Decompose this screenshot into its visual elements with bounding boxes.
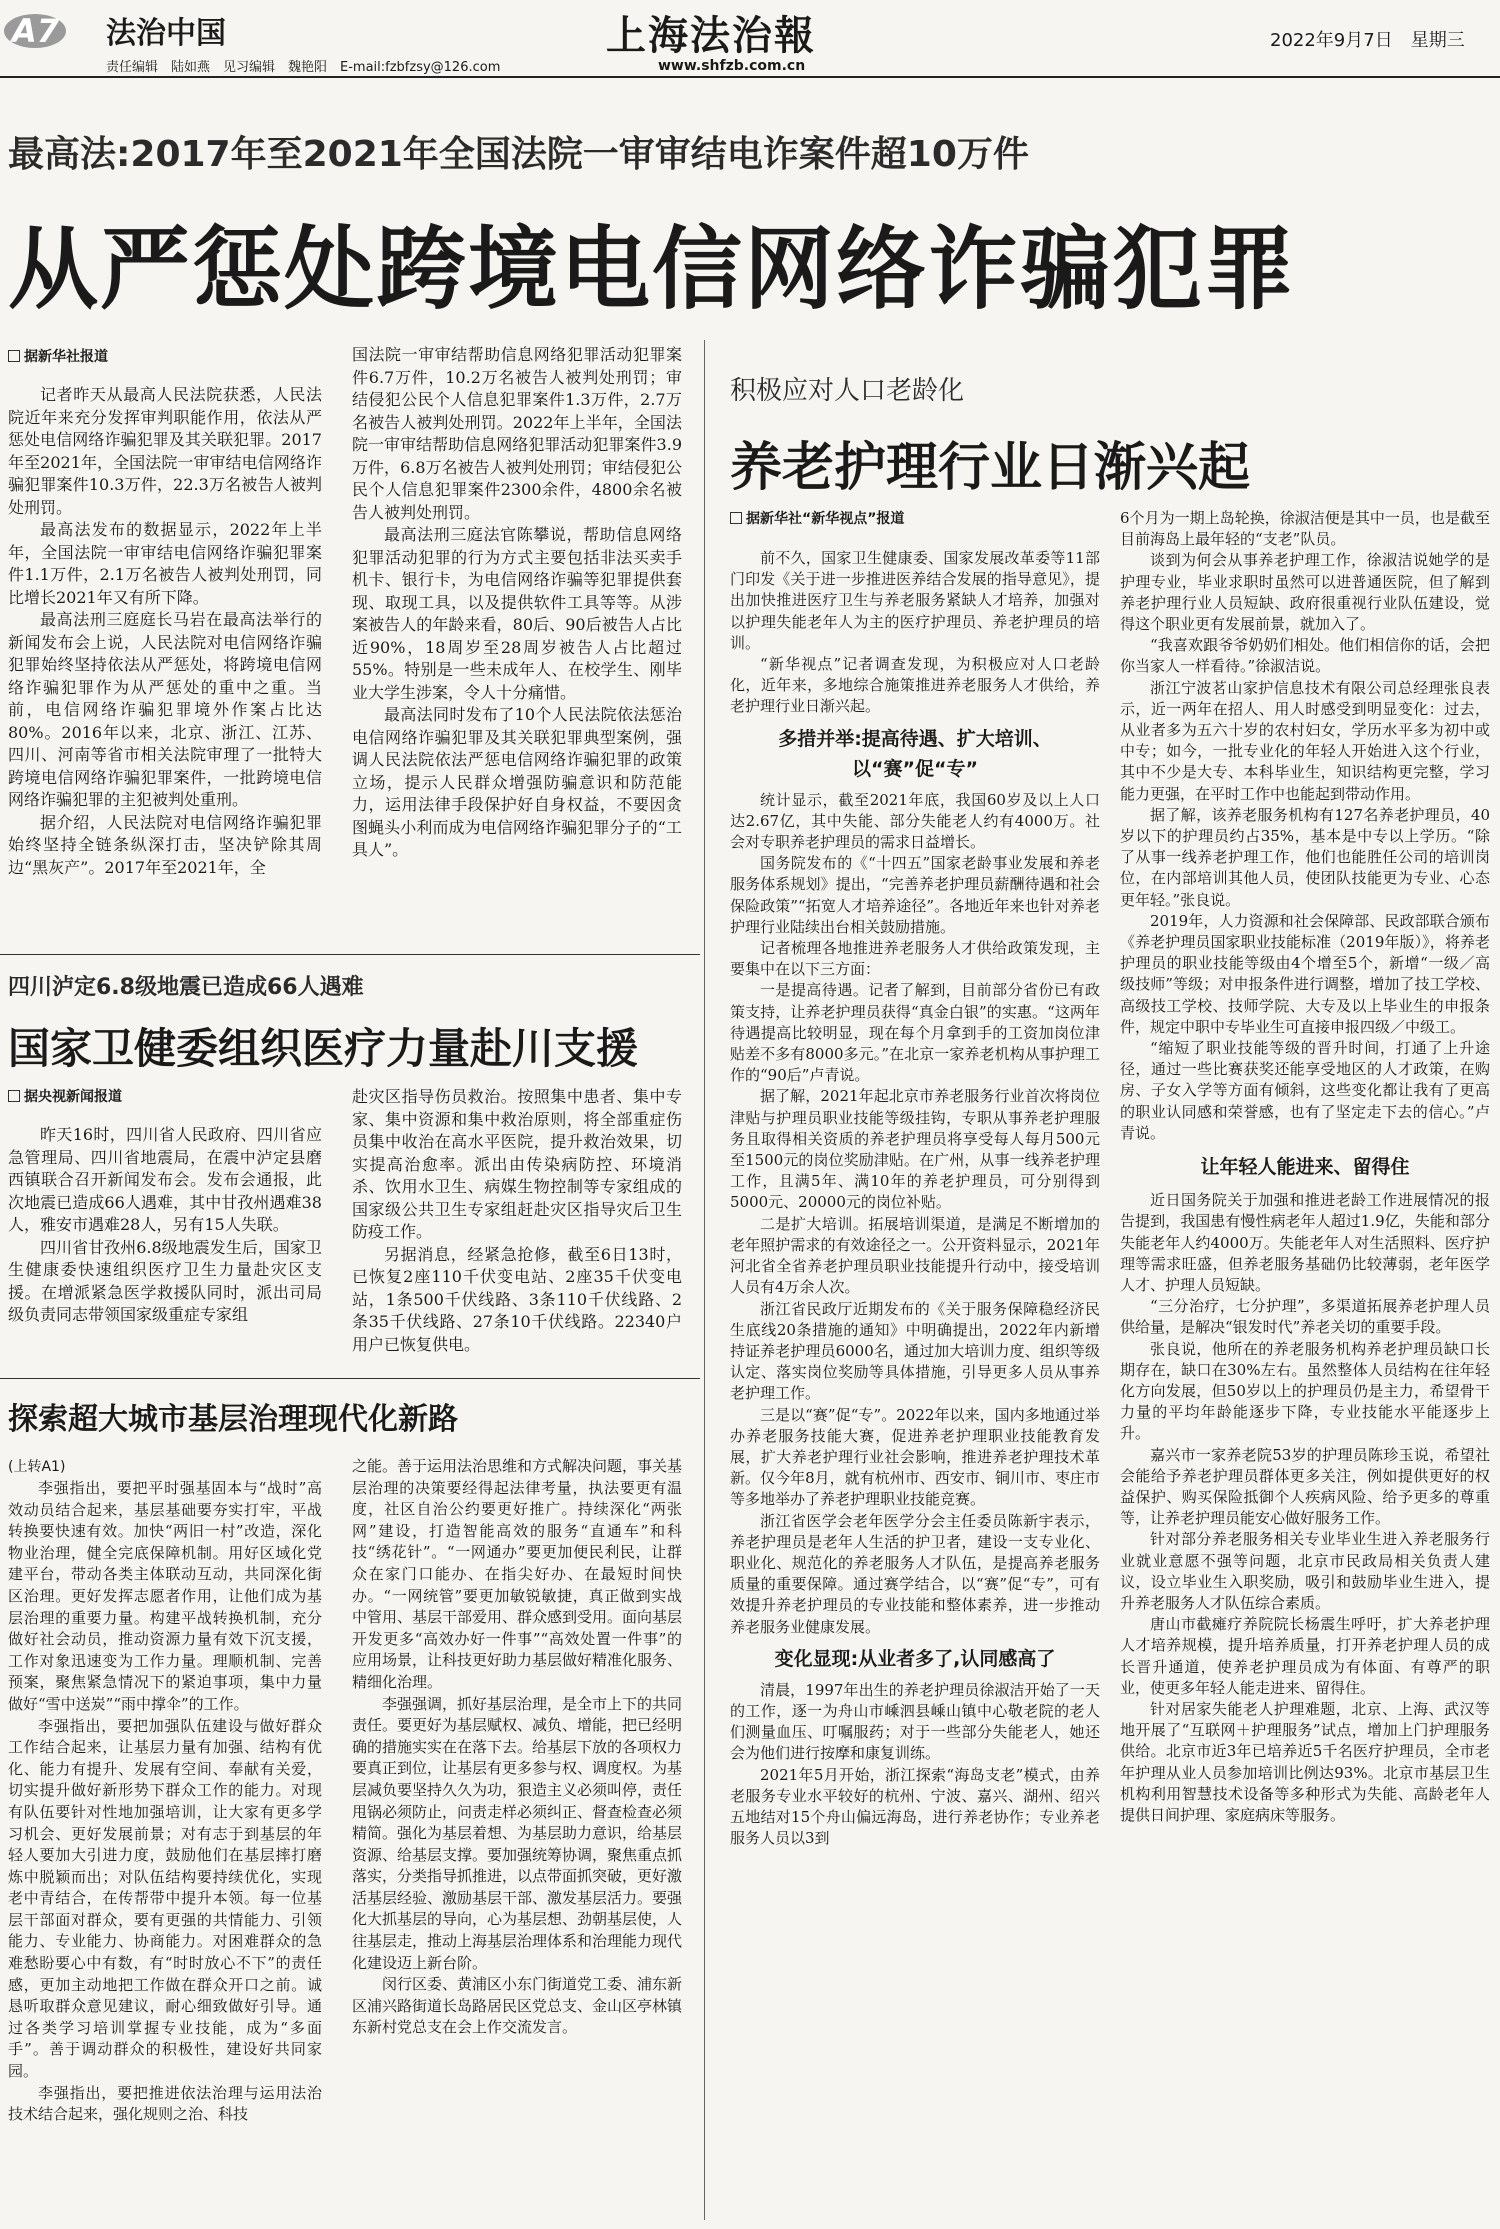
divider [0,1378,700,1379]
paragraph: 针对居家失能老人护理难题，北京、上海、武汉等地开展了“互联网＋护理服务”试点，增加上门护理服务供给。北京市近3年已培养近5千名医疗护理员，全市老年护理从业人员参加培训比例达93%。北京市基层卫生机构利用智慧技术设备等多种形式为失能、高龄老年人提供日间护理、家庭病床等服务。 [1120,1699,1490,1824]
paragraph: 四川省甘孜州6.8级地震发生后，国家卫生健康委快速组织医疗卫生力量赴灾区支援。在增派紧急医学救援队同时，派出司局级负责同志带领国家级重症专家组 [8,1237,322,1324]
story1-headline: 从严惩处跨境电信网络诈骗犯罪 [8,217,1296,322]
paragraph: 嘉兴市一家养老院53岁的护理员陈珍玉说，希望社会能给予养老护理员群体更多关注，例如提供更好的权益保护、购买保险抵御个人疾病风险、给予更多的尊重等，让养老护理员能安心做好服务工作。 [1120,1445,1490,1528]
story4-subhead-3: 让年轻人能进来、留得住 [1200,1156,1410,1179]
section-name: 法治中国 [106,16,226,51]
paragraph: “三分治疗，七分护理”，多渠道拓展养老护理人员供给量，是解决“银发时代”养老关切的重要手段。 [1120,1297,1490,1337]
paragraph: 赴灾区指导伤员救治。按照集中患者、集中专家、集中资源和集中救治原则，将全部重症伤员集中收治在高水平医院，提升救治效果，切实提高治愈率。派出由传染病防控、环境消杀、饮用水卫生、病媒生物控制等专家组成的国家级公共卫生专家组赶赴灾区指导灾后卫生防疫工作。 [352,1087,682,1241]
story4-byline: 据新华社“新华视点”报道 [730,508,904,528]
paragraph: 2019年，人力资源和社会保障部、民政部联合颁布《养老护理员国家职业技能标准（2019年版）》，将养老护理员的职业技能等级由4个增至5个，新增“一级／高级技师”等级；对申报条件进行调整，增加了技工学校、高级技工学校、技师学院、大专及以上毕业生的申报条件，规定中职中专毕业生可直接申报四级／中级工。 [1120,911,1490,1036]
paragraph: “缩短了职业技能等级的晋升时间，打通了上升途径，通过一些比赛获奖还能享受地区的人才政策，在购房、子女入学等方面有倾斜，这些变化都让我有了更高的职业认同感和荣誉感，也有了坚定走下去的信心。”卢青说。 [1120,1039,1490,1142]
story4-subhead-1: 多措并举:提高待遇、扩大培训、以“赛”促“专” [778,727,1052,780]
paragraph: 浙江省民政厅近期发布的《关于服务保障稳经济民生底线20条措施的通知》中明确提出，2022年内新增持证养老护理员6000名，通过加大培训力度、组织等级认定、落实岗位奖励等具体措施，引导更多人员从事养老护理工作。 [730,1299,1100,1403]
paragraph: 2021年5月开始，浙江探索“海岛支老”模式，由养老服务专业水平较好的杭州、宁波、嘉兴、湖州、绍兴五地结对15个舟山偏远海岛，进行养老协作；专业养老服务人员以3到 [730,1765,1100,1848]
divider [0,954,700,955]
paragraph: 最高法刑三庭法官陈攀说，帮助信息网络犯罪活动犯罪的行为方式主要包括非法买卖手机卡、银行卡，为电信网络诈骗等犯罪提供套现、取现工具，以及提供软件工具等等。从涉案被告人的年龄来看，80后、90后被告人占比近90%，18周岁至28周岁被告人占比超过55%。特别是一些未成年人、在校学生、刚毕业大学生涉案，令人十分痛惜。 [352,525,682,702]
paragraph: 据了解，该养老服务机构有127名养老护理员，40岁以下的护理员约占35%，基本是中专以上学历。“除了从事一线养老护理工作，他们也能胜任公司的培训岗位，在内部培训其他人员，使团队技能更为专业、心态更年轻。”张良说。 [1120,805,1490,909]
story1-byline: 据新华社报道 [8,346,108,366]
paragraph: “新华视点”记者调查发现，为积极应对人口老龄化，近年来，多地综合施策推进养老服务人才供给，养老护理行业日渐兴起。 [730,655,1100,716]
story2-byline: 据央视新闻报道 [8,1086,122,1106]
paragraph: 闵行区委、黄浦区小东门街道党工委、浦东新区浦兴路街道长岛路居民区党总支、金山区亭林镇东新村党总支在会上作交流发言。 [352,1975,683,2037]
story3-col2 [352,1456,682,2039]
paragraph: 最高法发布的数据显示，2022年上半年，全国法院一审审结电信网络诈骗犯罪案件1.1万件，2.1万名被告人被判处刑罚，同比增长2021年又有所下降。 [8,520,322,607]
editors-line: 责任编辑 陆如燕 见习编辑 魏艳阳 E-mail:fzbfzsy@126.com [106,60,501,75]
paper-name: 上海法治報 [606,12,816,59]
paragraph: 国务院发布的《“十四五”国家老龄事业发展和养老服务体系规划》提出，“完善养老护理员薪酬待遇和社会保险政策”“拓宽人才培养途径”。各地近年来也针对养老护理行业陆续出台相关鼓励措施。 [730,854,1100,936]
paragraph: 浙江宁波茗山家护信息技术有限公司总经理张良表示，近一两年在招人、用人时感受到明显变化：过去，从业者多为五六十岁的农村妇女，学历水平多为初中或中专；如今，一批专业化的年轻人开始进入这个行业，其中不少是大专、本科毕业生，知识结构更完整，学习能力更强，在平时工作中也能起到带动作用。 [1120,678,1490,803]
paragraph: 李强指出，要把加强队伍建设与做好群众工作结合起来，让基层力量有加强、结构有优化、能力有提升、发展有空间、奉献有关爱，切实提升做好新形势下群众工作的能力。对现有队伍要针对性地加强培训，让大家有更多学习机会、更好发展前景；对有志于到基层的年轻人要加大引进力度，鼓励他们在基层摔打磨炼中脱颖而出；对队伍结构要持续优化，实现老中青结合，在传帮带中提升本领。每一位基层干部面对群众，要有更强的共情能力、引领能力、专业能力、协商能力。对困难群众的急难愁盼要心中有数，有“时时放心不下”的责任感，更加主动地把工作做在群众开口之前。诚恳听取群众意见建议，耐心细致做好引导。通过各类学习培训掌握专业技能，成为“多面手”。善于调动群众的积极性，建设好共同家园。 [8,1716,322,2081]
paragraph: 张良说，他所在的养老服务机构养老护理员缺口长期存在，缺口在30%左右。虽然整体人员结构在往年轻化方向发展，但50岁以上的护理员仍是主力，希望骨干力量的平均年龄能逐步下降，专业技能水平能逐步上升。 [1120,1339,1490,1443]
masthead [0,0,1500,75]
paragraph: 据了解，2021年起北京市养老服务行业首次将岗位津贴与护理员职业技能等级挂钩，专职从事养老护理服务且取得相关资质的养老护理员将享受每人每月500元至1500元的岗位奖励津贴。在广州，从事一线养老护理工作，且满5年、满10年的养老护理员，可分别得到5000元、20000元的岗位补贴。 [730,1087,1100,1212]
paragraph: 三是以“赛”促“专”。2022年以来，国内多地通过举办养老服务技能大赛，促进养老护理职业技能教育发展，扩大养老护理行业社会影响，推进养老护理技术革新。仅今年8月，就有杭州市、西安市、铜川市、枣庄市等多地举办了养老护理职业技能竞赛。 [730,1405,1100,1509]
page-badge [4,8,92,54]
paragraph: 李强指出，要把推进依法治理与运用法治技术结合起来，强化规则之治、科技 [8,2083,322,2124]
paragraph: 前不久，国家卫生健康委、国家发展改革委等11部门印发《关于进一步推进医养结合发展的指导意见》，提出加快推进医疗卫生与养老服务紧缺人才培养，加强对以护理失能老年人为主的医疗护理员、养老护理员的培训。 [730,549,1100,652]
paragraph: 另据消息，经紧急抢修，截至6日13时，已恢复2座110千伏变电站、2座35千伏变电站，1条500千伏线路、3条110千伏线路、2条35千伏线路、27条10千伏线路。22340户用户已恢复供电。 [352,1244,682,1354]
story1-kicker: 最高法:2017年至2021年全国法院一审审结电诈案件超10万件 [8,134,1029,175]
paragraph: 记者梳理各地推进养老服务人才供给政策发现，主要集中在以下三方面： [730,939,1100,979]
paragraph: 近日国务院关于加强和推进老龄工作进展情况的报告提到，我国患有慢性病老年人超过1.9亿，失能和部分失能老年人约4000万。失能老年人对生活照料、医疗护理等需求旺盛，但养老服务基础仍比较薄弱，老年医学人才、护理人员短缺。 [1120,1191,1490,1294]
paragraph: 国法院一审审结帮助信息网络犯罪活动犯罪案件6.7万件，10.2万名被告人被判处刑罚；审结侵犯公民个人信息犯罪案件1.3万件，2.7万名被告人被判处刑罚。2022年上半年，全国法院一审审结帮助信息网络犯罪活动犯罪案件3.9万件，6.8万名被告人被判处刑罚；审结侵犯公民个人信息犯罪案件2300余件，4800余名被告人被判处刑罚。 [352,345,682,522]
paragraph: 李强强调，抓好基层治理，是全市上下的共同责任。要更好为基层赋权、减负、增能，把已经明确的措施实实在在落下去。给基层下放的各项权力要真正到位，让基层有更多参与权、调度权。为基层减负要坚持久久为功，狠造主义必须叫停，责任甩锅必须防止，问责走样必须纠正、督查检查必须精简。强化为基层着想、为基层助力意识，给基层资源、给基层支撑。要加强统筹协调，聚焦重点抓落实，分类指导抓推进，以点带面抓突破，更好激活基层经验、激励基层干部、激发基层活力。要强化大抓基层的导向，心为基层想、劲朝基层使，人往基层走，推动上海基层治理体系和治理能力现代化建设迈上新台阶。 [352,1694,683,1972]
paragraph: 最高法刑三庭庭长马岩在最高法举行的新闻发布会上说，人民法院对电信网络诈骗犯罪始终坚持依法从严惩处，将跨境电信网络诈骗犯罪作为从严惩处的重中之重。当前，电信网络诈骗犯罪境外作案占比达80%。2016年以来，北京、浙江、江苏、四川、河南等省市相关法院审理了一批特大跨境电信网络诈骗犯罪案件，一批跨境电信网络诈骗犯罪的主犯被判处重刑。 [8,610,322,809]
story4-kicker: 积极应对人口老龄化 [730,376,965,406]
story2-col1 [8,1124,322,1327]
paragraph: 清晨，1997年出生的养老护理员徐淑洁开始了一天的工作，逐一为舟山市嵊泗县嵊山镇中心敬老院的老人们测量血压、叮嘱服药；对于一些部分失能老人，她还会为他们进行按摩和康复训练。 [730,1680,1100,1763]
paragraph: 据介绍，人民法院对电信网络诈骗犯罪始终坚持全链条纵深打击，坚决铲除其周边“黑灰产”。2017年至2021年，全 [8,812,322,877]
paragraph: 李强指出，要把平时强基固本与“战时”高效动员结合起来，基层基础要夯实打牢，平战转换要快速有效。加快“两旧一村”改造，深化物业治理，健全完底保障机制。用好区域化党建平台，带动各类主体联动互动，共同深化街区治理。更好发挥志愿者作用，让他们成为基层治理的重要力量。构建平战转换机制，充分做好社会动员，推动资源力量有效下沉支援，工作对象迅速变为工作力量。理顺机制、完善预案，聚焦紧急情况下的紧迫事项，集中力量做好“雪中送炭”“雨中撑伞”的工作。 [8,1479,322,1713]
paragraph: 二是扩大培训。拓展培训渠道，是满足不断增加的老年照护需求的有效途径之一。公开资料显示，2021年河北省全省养老护理员职业技能提升行动中，接受培训人员有4万余人次。 [730,1214,1100,1297]
story2-headline: 国家卫健委组织医疗力量赴川支援 [8,1024,639,1073]
story4-col1 [730,548,1100,1849]
story4-headline: 养老护理行业日渐兴起 [730,438,1251,498]
paragraph: “我喜欢跟爷爷奶奶们相处。他们相信你的话，会把你当家人一样看待。”徐淑洁说。 [1120,636,1490,676]
masthead-rule [0,76,1500,78]
paragraph: 唐山市截瘫疗养院院长杨震生呼吁，扩大养老护理人才培养规模，提升培养质量，打开养老护理人员的成长晋升通道，使养老护理员成为有体面、有尊严的职业，使更多年轻人能走进来、留得住。 [1120,1615,1490,1697]
issue-date: 2022年9月7日 星期三 [1270,30,1465,51]
paragraph: 记者昨天从最高人民法院获悉，人民法院近年来充分发挥审判职能作用，依法从严惩处电信网络诈骗犯罪及其关联犯罪。2017年至2021年，全国法院一审审结电信网络诈骗犯罪案件10.3万件，22.3万名被告人被判处刑罚。 [8,385,322,517]
story1-col1 [8,384,322,879]
column-divider [704,340,705,2220]
paragraph: 谈到为何会从事养老护理工作，徐淑洁说她学的是护理专业，毕业求职时虽然可以进普通医院，但了解到养老护理行业人员短缺、政府很重视行业队伍建设，觉得这个职业更有发展前景，就加入了。 [1120,551,1490,634]
paper-website[interactable]: www.shfzb.com.cn [658,58,806,74]
paragraph: 针对部分养老服务相关专业毕业生进入养老服务行业就业意愿不强等问题，北京市民政局相关负责人建议，设立毕业生入职奖励，吸引和鼓励毕业生进入，提升养老服务人才队伍综合素质。 [1120,1530,1490,1612]
story4-subhead-2: 变化显现:从业者多了,认同感高了 [774,1647,1056,1670]
story4-col2 [1120,508,1490,1826]
paragraph: 统计显示，截至2021年底，我国60岁及以上人口达2.67亿，其中失能、部分失能老人约有4000万。社会对专职养老护理员的需求日益增长。 [730,790,1100,852]
paragraph: 之能。善于运用法治思维和方式解决问题，事关基层治理的决策要经得起法律考量，执法要更有温度，社区自治公约要更好推广。持续深化“两张网”建设，打造智能高效的服务“直通车”和科技“绣花针”。“一网通办”要更加便民利民，让群众在家门口能办、在指尖好办、在最短时间快办。“一网统管”要更加敏锐敏捷，真正做到实战中管用、基层干部爱用、群众感到受用。面向基层开发更多“高效办好一件事”“高效处置一件事”的应用场景，让科技更好助力基层做好精准化服务、精细化治理。 [352,1457,683,1691]
story2-col2 [352,1086,682,1356]
story3-headline: 探索超大城市基层治理现代化新路 [8,1402,458,1437]
story1-col2 [352,344,682,862]
paragraph: 昨天16时，四川省人民政府、四川省应急管理局、四川省地震局，在震中泸定县磨西镇联合召开新闻发布会。发布会通报，此次地震已造成66人遇难，其中甘孜州遇难38人，雅安市遇难28人，另有15人失联。 [8,1125,322,1234]
paragraph: 浙江省医学会老年医学分会主任委员陈新宇表示，养老护理员是老年人生活的护卫者，建设一支专业化、职业化、规范化的养老服务人才队伍，是提高养老服务质量的重要保障。通过赛学结合，以“赛”促“专”，可有效提升养老护理员的专业技能和整体素养，进一步推动养老服务业健康发展。 [730,1511,1100,1636]
story3-col1 [8,1478,322,2126]
story2-kicker: 四川泸定6.8级地震已造成66人遇难 [8,975,364,1000]
paragraph: 6个月为一期上岛轮换，徐淑洁便是其中一员，也是截至目前海岛上最年轻的“支老”队员。 [1120,509,1490,549]
page-number: A7 [12,12,60,50]
story3-continued-note: (上转A1) [8,1459,66,1475]
paragraph: 一是提高待遇。记者了解到，目前部分省份已有政策支持，让养老护理员获得“真金白银”的实惠。“这两年待遇提高比较明显，现在每个月拿到手的工资加岗位津贴差不多有8000多元。”在北京一家养老机构从事护理工作的“90后”卢青说。 [730,981,1100,1085]
paragraph: 最高法同时发布了10个人民法院依法惩治电信网络诈骗犯罪及其关联犯罪典型案例，强调人民法院依法严惩电信网络诈骗犯罪的政策立场，提示人民群众增强防骗意识和防范能力，运用法律手段保护好自身权益，不要因贪图蝇头小利而成为电信网络诈骗犯罪分子的“工具人”。 [352,705,682,859]
